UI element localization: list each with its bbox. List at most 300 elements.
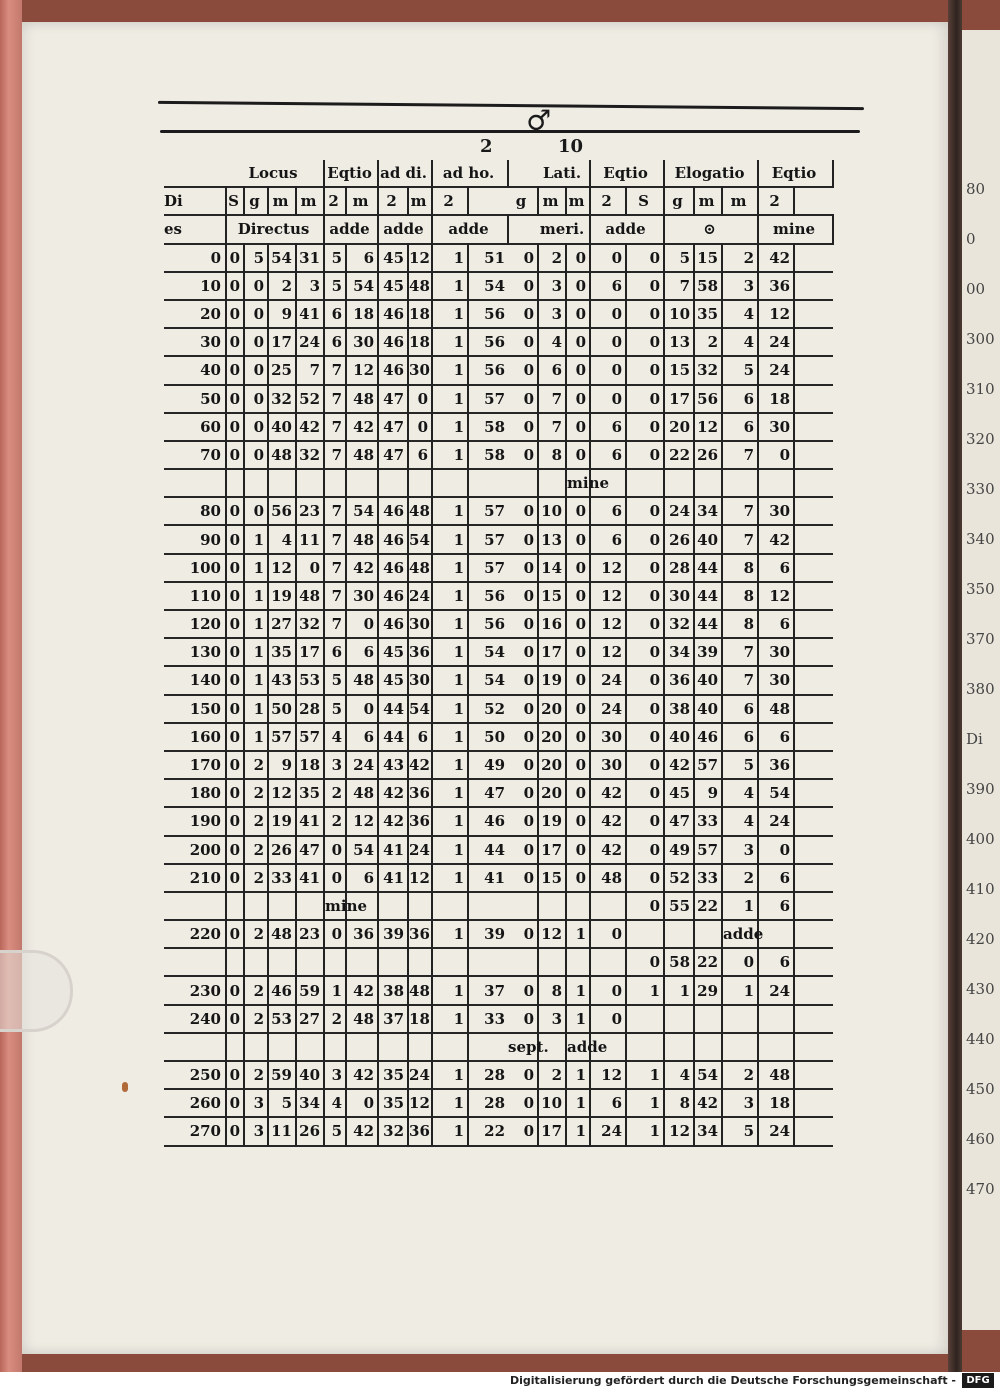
- table-cell: 0: [722, 948, 758, 976]
- table-cell: 12: [590, 582, 626, 610]
- table-cell: 1: [432, 920, 468, 948]
- table-cell: 12: [408, 244, 432, 272]
- table-cell: 4: [324, 723, 346, 751]
- table-cell: 0: [566, 497, 590, 525]
- table-cell: 54: [484, 276, 506, 295]
- table-cell: [664, 920, 694, 948]
- table-cell: 24: [664, 497, 694, 525]
- header-grad: g: [244, 187, 268, 215]
- header-min: m: [346, 187, 378, 215]
- table-cell: 42: [346, 1117, 378, 1145]
- table-cell: 7: [324, 582, 346, 610]
- table-cell: 0: [566, 272, 590, 300]
- table-cell: 17: [268, 328, 296, 356]
- table-cell: 16: [538, 610, 566, 638]
- header-row-3: [164, 215, 833, 243]
- table-cell: 44: [694, 554, 722, 582]
- table-cell: [346, 1033, 378, 1061]
- table-cell: 40: [694, 525, 722, 553]
- header-eqtio-3: Eqtio: [758, 160, 833, 187]
- table-cell: 2: [244, 779, 268, 807]
- table-cell: 4: [722, 300, 758, 328]
- table-cell: 0: [508, 356, 538, 384]
- table-cell: 42: [664, 751, 694, 779]
- table-cell: 6: [590, 525, 626, 553]
- table-cell: 0: [508, 1089, 538, 1117]
- argument-cell: 230: [164, 976, 226, 1004]
- table-row: [164, 525, 833, 553]
- header-adde: adde: [590, 215, 664, 243]
- table-cell: 1: [626, 1117, 664, 1145]
- table-cell: 0: [566, 666, 590, 694]
- argument-cell: 10: [164, 272, 226, 300]
- table-cell: 1: [722, 976, 758, 1004]
- table-row: [164, 666, 833, 694]
- table-cell: 7: [722, 497, 758, 525]
- table-cell: 1: [432, 976, 468, 1004]
- table-cell: 6: [722, 723, 758, 751]
- table-cell: 41: [378, 864, 408, 892]
- table-cell: 0: [626, 638, 664, 666]
- table-cell: 7: [324, 497, 346, 525]
- table-cell: 15: [538, 582, 566, 610]
- table-cell: 1: [244, 610, 268, 638]
- table-cell: 42: [590, 807, 626, 835]
- table-cell: 53: [268, 1005, 296, 1033]
- table-cell: 0: [508, 385, 538, 413]
- table-cell: 37: [484, 981, 506, 1000]
- table-cell: 42: [758, 244, 794, 272]
- table-cell: 6: [590, 413, 626, 441]
- table-cell: 12: [590, 554, 626, 582]
- facing-page-number: 390: [966, 780, 995, 798]
- table-cell: 1: [566, 1089, 590, 1117]
- table-row: [164, 610, 833, 638]
- table-cell: 30: [590, 723, 626, 751]
- table-cell: [468, 1033, 508, 1061]
- table-cell: 0: [566, 328, 590, 356]
- table-cell: 4: [722, 779, 758, 807]
- table-cell: 54: [758, 779, 794, 807]
- table-cell: 2: [324, 779, 346, 807]
- table-cell: 40: [268, 413, 296, 441]
- table-cell: 0: [226, 779, 244, 807]
- table-cell: 4: [722, 328, 758, 356]
- table-cell: [244, 469, 268, 497]
- table-cell: 13: [538, 525, 566, 553]
- table-cell: 42: [590, 779, 626, 807]
- table-cell: 48: [758, 1061, 794, 1089]
- header-meri: meri.: [538, 215, 590, 243]
- table-cell: 0: [244, 385, 268, 413]
- table-cell: 0: [226, 300, 244, 328]
- table-cell: 0: [408, 385, 432, 413]
- table-cell: 46: [378, 554, 408, 582]
- argument-cell: 110: [164, 582, 226, 610]
- table-cell: 7: [324, 413, 346, 441]
- header-eqtio-2: Eqtio: [590, 160, 664, 187]
- header-sign: S: [226, 187, 244, 215]
- table-cell: 0: [244, 272, 268, 300]
- table-cell: 23: [296, 920, 324, 948]
- table-cell: [664, 1033, 694, 1061]
- book-edge: [0, 0, 22, 1372]
- table-cell: 12: [346, 356, 378, 384]
- argument-cell: 120: [164, 610, 226, 638]
- table-cell: [296, 948, 324, 976]
- argument-cell: 240: [164, 1005, 226, 1033]
- table-cell: 6: [722, 385, 758, 413]
- second-rule: [160, 130, 860, 133]
- table-row: [164, 328, 833, 356]
- table-cell: 35: [378, 1061, 408, 1089]
- argument-cell: 100: [164, 554, 226, 582]
- table-cell: 4: [664, 1061, 694, 1089]
- header-sec: 2: [378, 187, 408, 215]
- table-cell: 5: [324, 272, 346, 300]
- table-cell: [268, 1033, 296, 1061]
- argument-cell: 30: [164, 328, 226, 356]
- table-cell: 30: [758, 497, 794, 525]
- table-cell: 46: [378, 497, 408, 525]
- table-cell: 6: [758, 610, 794, 638]
- table-cell: 44: [694, 610, 722, 638]
- table-cell: 5: [324, 1117, 346, 1145]
- table-cell: [324, 469, 346, 497]
- table-cell: 32: [296, 610, 324, 638]
- table-cell: [378, 1033, 408, 1061]
- table-cell: 5: [324, 666, 346, 694]
- table-row: [164, 1005, 833, 1033]
- table-row: [164, 836, 833, 864]
- ink-mark: [122, 1082, 128, 1092]
- table-cell: 6: [758, 892, 794, 920]
- table-cell: 46: [378, 300, 408, 328]
- table-cell: 7: [538, 413, 566, 441]
- table-cell: 7: [296, 356, 324, 384]
- table-cell: 0: [626, 244, 664, 272]
- table-cell: 47: [296, 836, 324, 864]
- table-cell: 6: [538, 356, 566, 384]
- header-min: m: [538, 187, 566, 215]
- table-cell: 53: [296, 666, 324, 694]
- table-cell: 30: [664, 582, 694, 610]
- table-cell: 46: [484, 812, 506, 831]
- table-cell: 25: [268, 356, 296, 384]
- table-cell: [296, 469, 324, 497]
- facing-page-number: 330: [966, 480, 995, 498]
- table-cell: 18: [346, 300, 378, 328]
- table-cell: 36: [408, 779, 432, 807]
- argument-cell: 180: [164, 779, 226, 807]
- header-grad: g: [508, 187, 538, 215]
- argument-cell: 190: [164, 807, 226, 835]
- table-row: [164, 1117, 833, 1145]
- table-row: [164, 807, 833, 835]
- table-cell: 54: [408, 695, 432, 723]
- table-cell: 48: [346, 385, 378, 413]
- table-cell: [626, 920, 664, 948]
- table-cell: 42: [378, 779, 408, 807]
- table-cell: 56: [484, 361, 506, 380]
- table-cell: 27: [296, 1005, 324, 1033]
- table-cell: 48: [268, 920, 296, 948]
- table-cell: 0: [226, 413, 244, 441]
- table-cell: 0: [324, 864, 346, 892]
- table-cell: 15: [694, 244, 722, 272]
- table-cell: 56: [484, 333, 506, 352]
- table-cell: 56: [484, 305, 506, 324]
- subheading-left: 2: [480, 136, 493, 157]
- table-cell: 15: [664, 356, 694, 384]
- table-cell: 0: [226, 920, 244, 948]
- table-cell: 10: [664, 300, 694, 328]
- facing-page-number: 0: [966, 230, 976, 248]
- table-cell: 0: [226, 836, 244, 864]
- table-cell: [626, 1033, 664, 1061]
- table-row: [164, 413, 833, 441]
- table-cell: 1: [432, 497, 468, 525]
- table-cell: 8: [722, 610, 758, 638]
- table-cell: 48: [346, 1005, 378, 1033]
- table-cell: 18: [408, 328, 432, 356]
- table-cell: 2: [324, 807, 346, 835]
- table-cell: [432, 948, 468, 976]
- table-cell: 12: [408, 1089, 432, 1117]
- header-min: m: [694, 187, 722, 215]
- table-cell: 2: [722, 1061, 758, 1089]
- header-cell: [508, 160, 538, 187]
- table-cell: 0: [508, 1005, 538, 1033]
- table-cell: 1: [432, 638, 468, 666]
- table-cell: [538, 469, 566, 497]
- table-cell: [722, 1005, 758, 1033]
- table-cell: 57: [484, 389, 506, 408]
- table-cell: 0: [566, 356, 590, 384]
- table-cell: 48: [408, 272, 432, 300]
- table-row: [164, 695, 833, 723]
- table-cell: 48: [408, 554, 432, 582]
- table-cell: 8: [538, 441, 566, 469]
- facing-page-number: 460: [966, 1130, 995, 1148]
- table-cell: 0: [626, 385, 664, 413]
- table-cell: 35: [268, 638, 296, 666]
- table-cell: 18: [758, 1089, 794, 1117]
- table-cell: 52: [664, 864, 694, 892]
- table-cell: 54: [408, 525, 432, 553]
- table-cell: mine: [324, 892, 346, 920]
- table-row: [164, 385, 833, 413]
- table-cell: 47: [484, 784, 506, 803]
- table-cell: 34: [296, 1089, 324, 1117]
- table-cell: 5: [722, 356, 758, 384]
- table-cell: 0: [626, 413, 664, 441]
- table-cell: 9: [694, 779, 722, 807]
- argument-cell: 260: [164, 1089, 226, 1117]
- table-cell: 11: [296, 525, 324, 553]
- table-cell: [664, 1005, 694, 1033]
- table-cell: 4: [722, 807, 758, 835]
- table-cell: 49: [664, 836, 694, 864]
- table-cell: [758, 1033, 794, 1061]
- table-cell: 0: [626, 892, 664, 920]
- table-cell: 0: [566, 836, 590, 864]
- table-cell: 0: [226, 497, 244, 525]
- table-cell: 1: [432, 328, 468, 356]
- facing-page-number: Di: [966, 730, 983, 748]
- table-cell: 35: [378, 1089, 408, 1117]
- table-cell: 17: [538, 638, 566, 666]
- table-row: [164, 300, 833, 328]
- table-cell: 32: [378, 1117, 408, 1145]
- table-cell: 0: [508, 976, 538, 1004]
- argument-cell: 250: [164, 1061, 226, 1089]
- table-cell: [432, 1033, 468, 1061]
- table-cell: 1: [432, 807, 468, 835]
- table-cell: [508, 948, 538, 976]
- table-cell: 41: [296, 300, 324, 328]
- table-cell: 47: [664, 807, 694, 835]
- table-cell: 2: [244, 920, 268, 948]
- table-cell: 36: [664, 666, 694, 694]
- table-cell: 58: [484, 417, 506, 436]
- argument-cell: 0: [164, 244, 226, 272]
- table-cell: 40: [296, 1061, 324, 1089]
- table-cell: 2: [268, 272, 296, 300]
- header-cell: [468, 187, 508, 215]
- table-cell: 40: [694, 666, 722, 694]
- table-cell: 0: [226, 666, 244, 694]
- table-cell: 6: [758, 723, 794, 751]
- table-cell: 7: [722, 525, 758, 553]
- table-row: [164, 1033, 833, 1061]
- table-cell: [694, 1005, 722, 1033]
- table-cell: 7: [324, 610, 346, 638]
- table-cell: 0: [508, 328, 538, 356]
- footer-credit: Digitalisierung gefördert durch die Deutsche Forschungsgemeinschaft -: [509, 1374, 956, 1387]
- table-cell: 0: [590, 1005, 626, 1033]
- table-cell: 40: [664, 723, 694, 751]
- table-row: [164, 497, 833, 525]
- table-cell: 48: [346, 666, 378, 694]
- table-cell: 1: [244, 554, 268, 582]
- table-cell: 54: [484, 643, 506, 662]
- table-cell: [226, 1033, 244, 1061]
- table-cell: 24: [758, 1117, 794, 1145]
- argument-cell: 140: [164, 666, 226, 694]
- table-cell: 35: [694, 300, 722, 328]
- table-row: [164, 723, 833, 751]
- table-cell: 42: [590, 836, 626, 864]
- table-cell: 18: [408, 300, 432, 328]
- facing-page-number: 00: [966, 280, 986, 298]
- table-row: [164, 441, 833, 469]
- table-cell: 48: [758, 695, 794, 723]
- table-cell: 0: [590, 976, 626, 1004]
- table-cell: 36: [758, 751, 794, 779]
- table-cell: 6: [722, 695, 758, 723]
- table-cell: 52: [484, 699, 506, 718]
- table-cell: 0: [226, 244, 244, 272]
- table-cell: 0: [566, 525, 590, 553]
- table-cell: 2: [722, 864, 758, 892]
- table-cell: 0: [626, 554, 664, 582]
- table-cell: 1: [566, 1005, 590, 1033]
- table-row: [164, 244, 833, 272]
- table-cell: [758, 920, 794, 948]
- table-cell: 6: [346, 864, 378, 892]
- header-elogatio: Elogatio: [664, 160, 758, 187]
- table-cell: 0: [508, 1061, 538, 1089]
- table-cell: 0: [626, 751, 664, 779]
- table-cell: 32: [664, 610, 694, 638]
- table-cell: 47: [378, 385, 408, 413]
- header-adde: adde: [378, 215, 432, 243]
- table-cell: 1: [432, 1005, 468, 1033]
- table-cell: adde: [722, 920, 758, 948]
- table-cell: 41: [296, 864, 324, 892]
- table-cell: 0: [226, 610, 244, 638]
- table-cell: 56: [484, 615, 506, 634]
- table-cell: 57: [484, 502, 506, 521]
- table-cell: [694, 920, 722, 948]
- table-cell: 48: [346, 779, 378, 807]
- table-row: [164, 948, 833, 976]
- table-cell: 11: [268, 1117, 296, 1145]
- table-cell: 14: [538, 554, 566, 582]
- table-cell: [758, 469, 794, 497]
- table-cell: 2: [244, 976, 268, 1004]
- table-cell: 0: [244, 328, 268, 356]
- argument-cell: [164, 469, 226, 497]
- table-cell: 6: [324, 328, 346, 356]
- table-cell: 57: [484, 530, 506, 549]
- table-row: [164, 1061, 833, 1089]
- argument-cell: [164, 948, 226, 976]
- table-cell: 7: [722, 638, 758, 666]
- table-cell: 0: [590, 244, 626, 272]
- table-cell: [468, 892, 508, 920]
- table-cell: 1: [244, 695, 268, 723]
- table-cell: 0: [566, 554, 590, 582]
- table-cell: 41: [378, 836, 408, 864]
- table-cell: [378, 948, 408, 976]
- table-cell: 0: [590, 385, 626, 413]
- table-cell: 22: [484, 1122, 506, 1141]
- table-cell: 20: [538, 779, 566, 807]
- header-sec: 2: [432, 187, 468, 215]
- table-cell: 42: [296, 413, 324, 441]
- table-cell: 24: [590, 1117, 626, 1145]
- table-cell: 6: [346, 638, 378, 666]
- table-cell: 19: [268, 582, 296, 610]
- table-cell: 36: [758, 272, 794, 300]
- table-cell: 1: [432, 610, 468, 638]
- header-es: es: [164, 215, 226, 243]
- facing-page-number: 450: [966, 1080, 995, 1098]
- header-eqtio: Eqtio: [324, 160, 378, 187]
- table-cell: 0: [626, 582, 664, 610]
- table-cell: 0: [226, 751, 244, 779]
- argument-cell: 80: [164, 497, 226, 525]
- table-cell: 0: [296, 554, 324, 582]
- table-cell: 30: [408, 610, 432, 638]
- table-cell: 6: [590, 1089, 626, 1117]
- table-cell: 12: [758, 300, 794, 328]
- table-cell: 6: [590, 441, 626, 469]
- table-cell: 0: [566, 244, 590, 272]
- table-cell: 7: [324, 525, 346, 553]
